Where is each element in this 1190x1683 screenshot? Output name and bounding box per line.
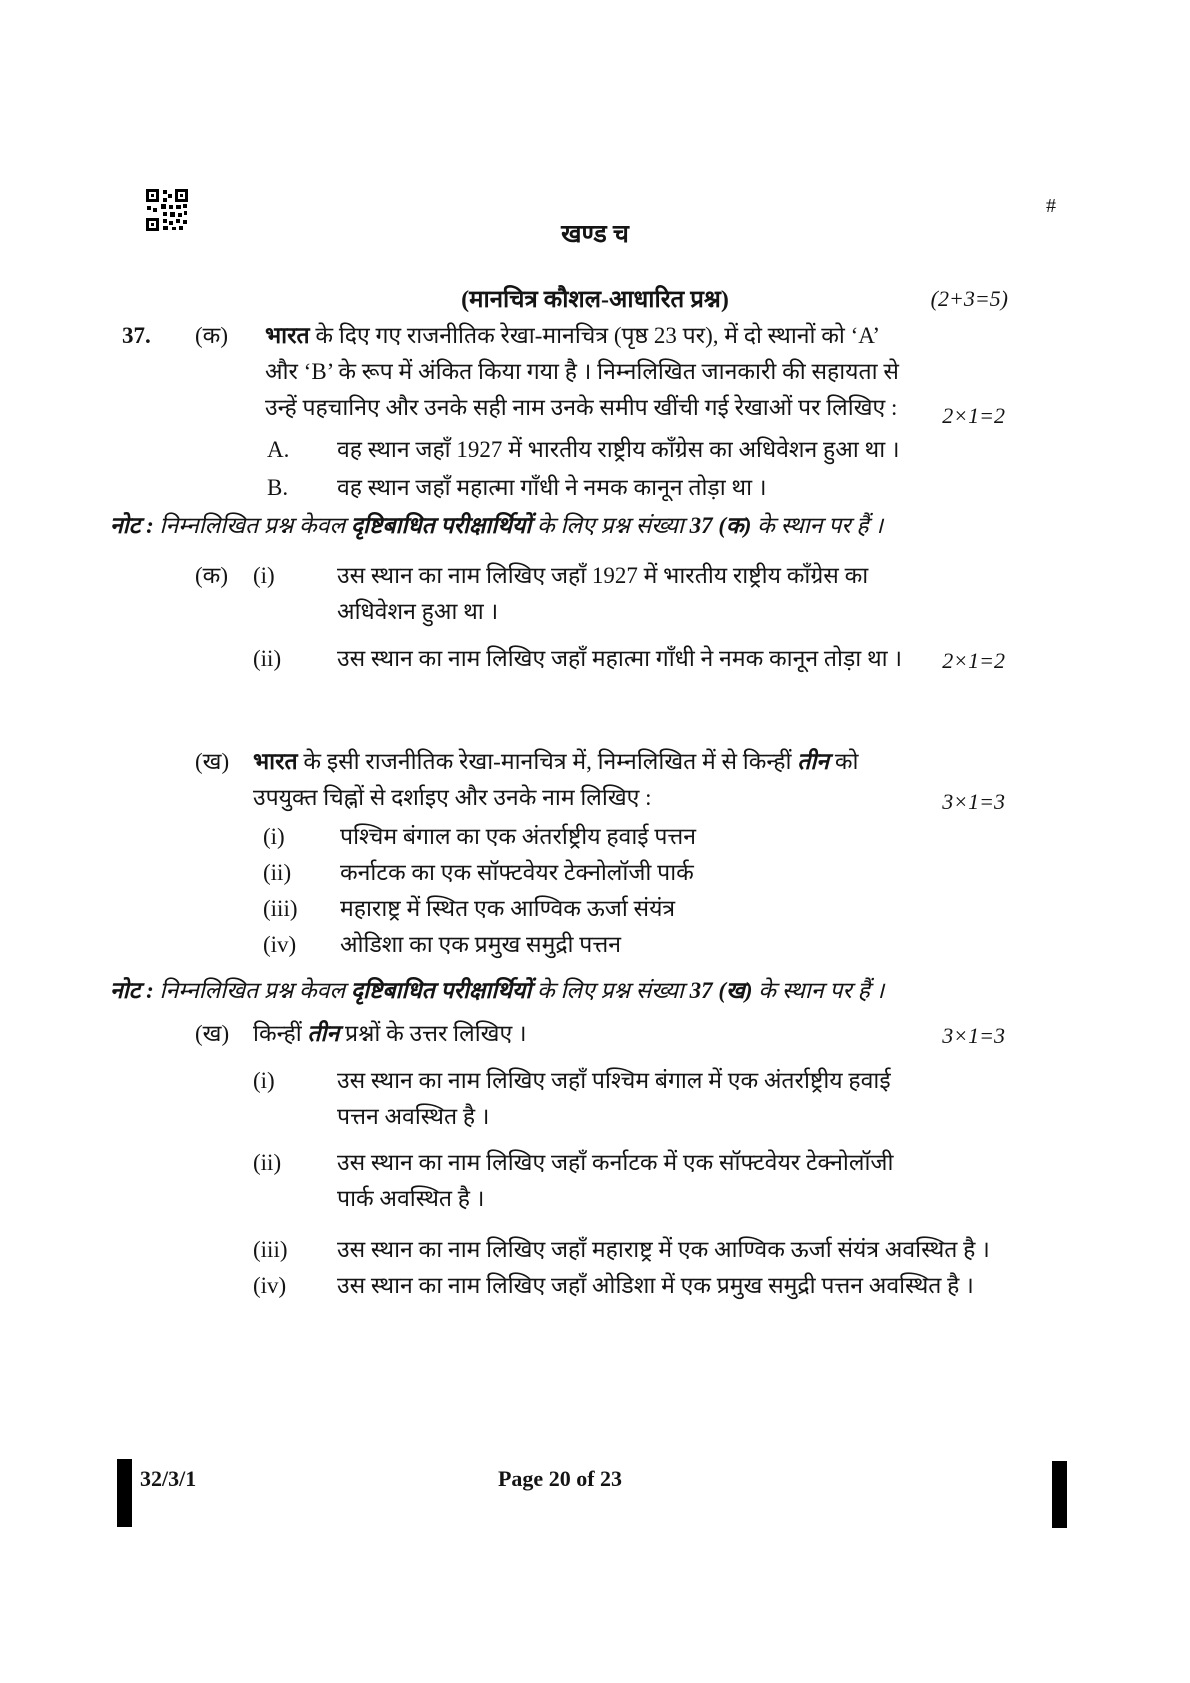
list-item: [253, 1268, 1005, 1304]
item-text: उस स्थान का नाम लिखिए जहाँ पश्चिम बंगाल में एक अंतर्राष्ट्रीय हवाई पत्तन अवस्थित है ।: [337, 1068, 891, 1129]
vi-lead-bold-word: तीन: [307, 1021, 340, 1046]
item-label: (i): [263, 824, 285, 849]
section-subtitle: (मानचित्र कौशल-आधारित प्रश्न): [461, 287, 729, 313]
question-37b-lead: भारत: [253, 749, 298, 774]
note-label: नोट :: [110, 978, 154, 1003]
part-label-ka: (क): [195, 563, 228, 588]
section-subtitle-row: [0, 282, 1190, 318]
item-label: (i): [253, 1068, 275, 1093]
list-item: [253, 1063, 1005, 1135]
item-label: (iv): [263, 932, 297, 957]
item-text: उस स्थान का नाम लिखिए जहाँ 1927 में भारतीय राष्ट्रीय काँग्रेस का अधिवेशन हुआ था ।: [337, 563, 869, 624]
note-label: नोट :: [110, 513, 154, 538]
item-text: उस स्थान का नाम लिखिए जहाँ कर्नाटक में एक सॉफ्टवेयर टेक्नोलॉजी पार्क अवस्थित है ।: [337, 1150, 894, 1211]
question-37b-text: के इसी राजनीतिक रेखा-मानचित्र में, निम्नलिखित में से किन्हीं: [297, 749, 798, 774]
note-text: के लिए प्रश्न संख्या: [531, 978, 690, 1003]
part-label-kha: (ख): [195, 749, 230, 774]
question-37a-lead: भारत: [265, 323, 310, 348]
hash-mark: #: [1046, 195, 1056, 217]
question-37a: [122, 318, 1005, 426]
vi-lead-text: किन्हीं: [253, 1021, 308, 1046]
note-visually-impaired-2: [110, 973, 1020, 1009]
note-question-ref: 37 (ख): [689, 978, 753, 1003]
question-37b-vi-items: [253, 1063, 1005, 1313]
item-text: उस स्थान का नाम लिखिए जहाँ महाराष्ट्र में एक आण्विक ऊर्जा संयंत्र अवस्थित है ।: [337, 1237, 990, 1262]
paper-code: 32/3/1: [140, 1466, 197, 1491]
item-text: कर्नाटक का एक सॉफ्टवेयर टेक्नोलॉजी पार्क: [340, 860, 694, 885]
item-label: (ii): [263, 860, 292, 885]
question-37b-vi-marks: 3×1=3: [942, 1023, 1005, 1048]
question-37b: [195, 744, 1005, 816]
vi-lead-text: प्रश्नों के उत्तर लिखिए ।: [339, 1021, 527, 1046]
list-item: [263, 927, 1005, 963]
list-item: [263, 891, 1005, 927]
item-label: A.: [267, 437, 290, 462]
question-37b-marks: 3×1=3: [942, 789, 1005, 814]
note-text: के स्थान पर हैं ।: [751, 513, 884, 538]
footer-right-bar: [1052, 1461, 1067, 1528]
item-text: उस स्थान का नाम लिखिए जहाँ ओडिशा में एक प्रमुख समुद्री पत्तन अवस्थित है ।: [337, 1273, 974, 1298]
item-label: (iv): [253, 1273, 287, 1298]
item-text: ओडिशा का एक प्रमुख समुद्री पत्तन: [340, 932, 621, 957]
list-item: [253, 1145, 1005, 1217]
question-37a-marks: 2×1=2: [942, 403, 1005, 428]
note-text: के स्थान पर हैं ।: [752, 978, 885, 1003]
section-marks: (2+3=5): [930, 286, 1008, 311]
note-question-ref: 37 (क): [689, 513, 752, 538]
list-item: [263, 819, 1005, 855]
item-text: उस स्थान का नाम लिखिए जहाँ महात्मा गाँधी ने नमक कानून तोड़ा था ।: [337, 646, 903, 671]
question-37b-body: [253, 744, 908, 816]
question-37a-vi-marks: 2×1=2: [942, 648, 1005, 673]
item-label: (ii): [253, 1150, 282, 1175]
item-label: B.: [267, 475, 289, 500]
item-label: (ii): [253, 646, 282, 671]
note-text: के लिए प्रश्न संख्या: [531, 513, 690, 538]
note-text: निम्नलिखित प्रश्न केवल: [153, 513, 351, 538]
note-bold-text: दृष्टिबाधित परीक्षार्थियों: [350, 978, 532, 1003]
list-item: [263, 855, 1005, 891]
list-item: [267, 432, 1007, 468]
question-number: 37.: [122, 323, 151, 348]
question-37a-vi-item2: [195, 641, 1005, 677]
item-text: वह स्थान जहाँ 1927 में भारतीय राष्ट्रीय काँग्रेस का अधिवेशन हुआ था ।: [337, 437, 900, 462]
item-label: (iii): [253, 1237, 288, 1262]
part-label-ka: (क): [195, 323, 228, 348]
item-label: (iii): [263, 896, 298, 921]
question-37a-vi-item1: [195, 558, 1005, 630]
list-item: [253, 1232, 1005, 1268]
question-37b-text: को उपयुक्त चिह्नों से दर्शाइए और उनके नाम लिखिए :: [253, 749, 859, 810]
question-37b-vi-lead: [195, 1016, 1005, 1052]
item-text: पश्चिम बंगाल का एक अंतर्राष्ट्रीय हवाई पत्तन: [340, 824, 697, 849]
question-37b-items: [263, 819, 1005, 963]
question-37a-items: [267, 432, 1007, 506]
list-item: [267, 470, 1007, 506]
page-number: Page 20 of 23: [497, 1466, 623, 1491]
note-bold-text: दृष्टिबाधित परीक्षार्थियों: [350, 513, 532, 538]
item-text: महाराष्ट्र में स्थित एक आण्विक ऊर्जा संयंत्र: [340, 896, 676, 921]
item-label: (i): [253, 563, 275, 588]
question-37a-body: [265, 318, 905, 426]
note-text: निम्नलिखित प्रश्न केवल: [153, 978, 351, 1003]
note-visually-impaired-1: [110, 508, 1020, 544]
question-37b-bold-word: तीन: [797, 749, 830, 774]
item-text: वह स्थान जहाँ महात्मा गाँधी ने नमक कानून तोड़ा था ।: [337, 475, 767, 500]
question-37a-text: के दिए गए राजनीतिक रेखा-मानचित्र (पृष्ठ 23 पर), में दो स्थानों को ‘A’ और ‘B’ के रूप में अंकित किया गया है । निम्नलिखित जानकारी की सहायता से उन्हें पहचानिए और उनके सही नाम उनके समीप खींची गई रेखाओं पर लिखिए :: [265, 323, 899, 420]
section-title: खण्ड च: [561, 221, 629, 248]
question-37b-vi-text: [253, 1016, 908, 1052]
part-label-kha: (ख): [195, 1021, 230, 1046]
